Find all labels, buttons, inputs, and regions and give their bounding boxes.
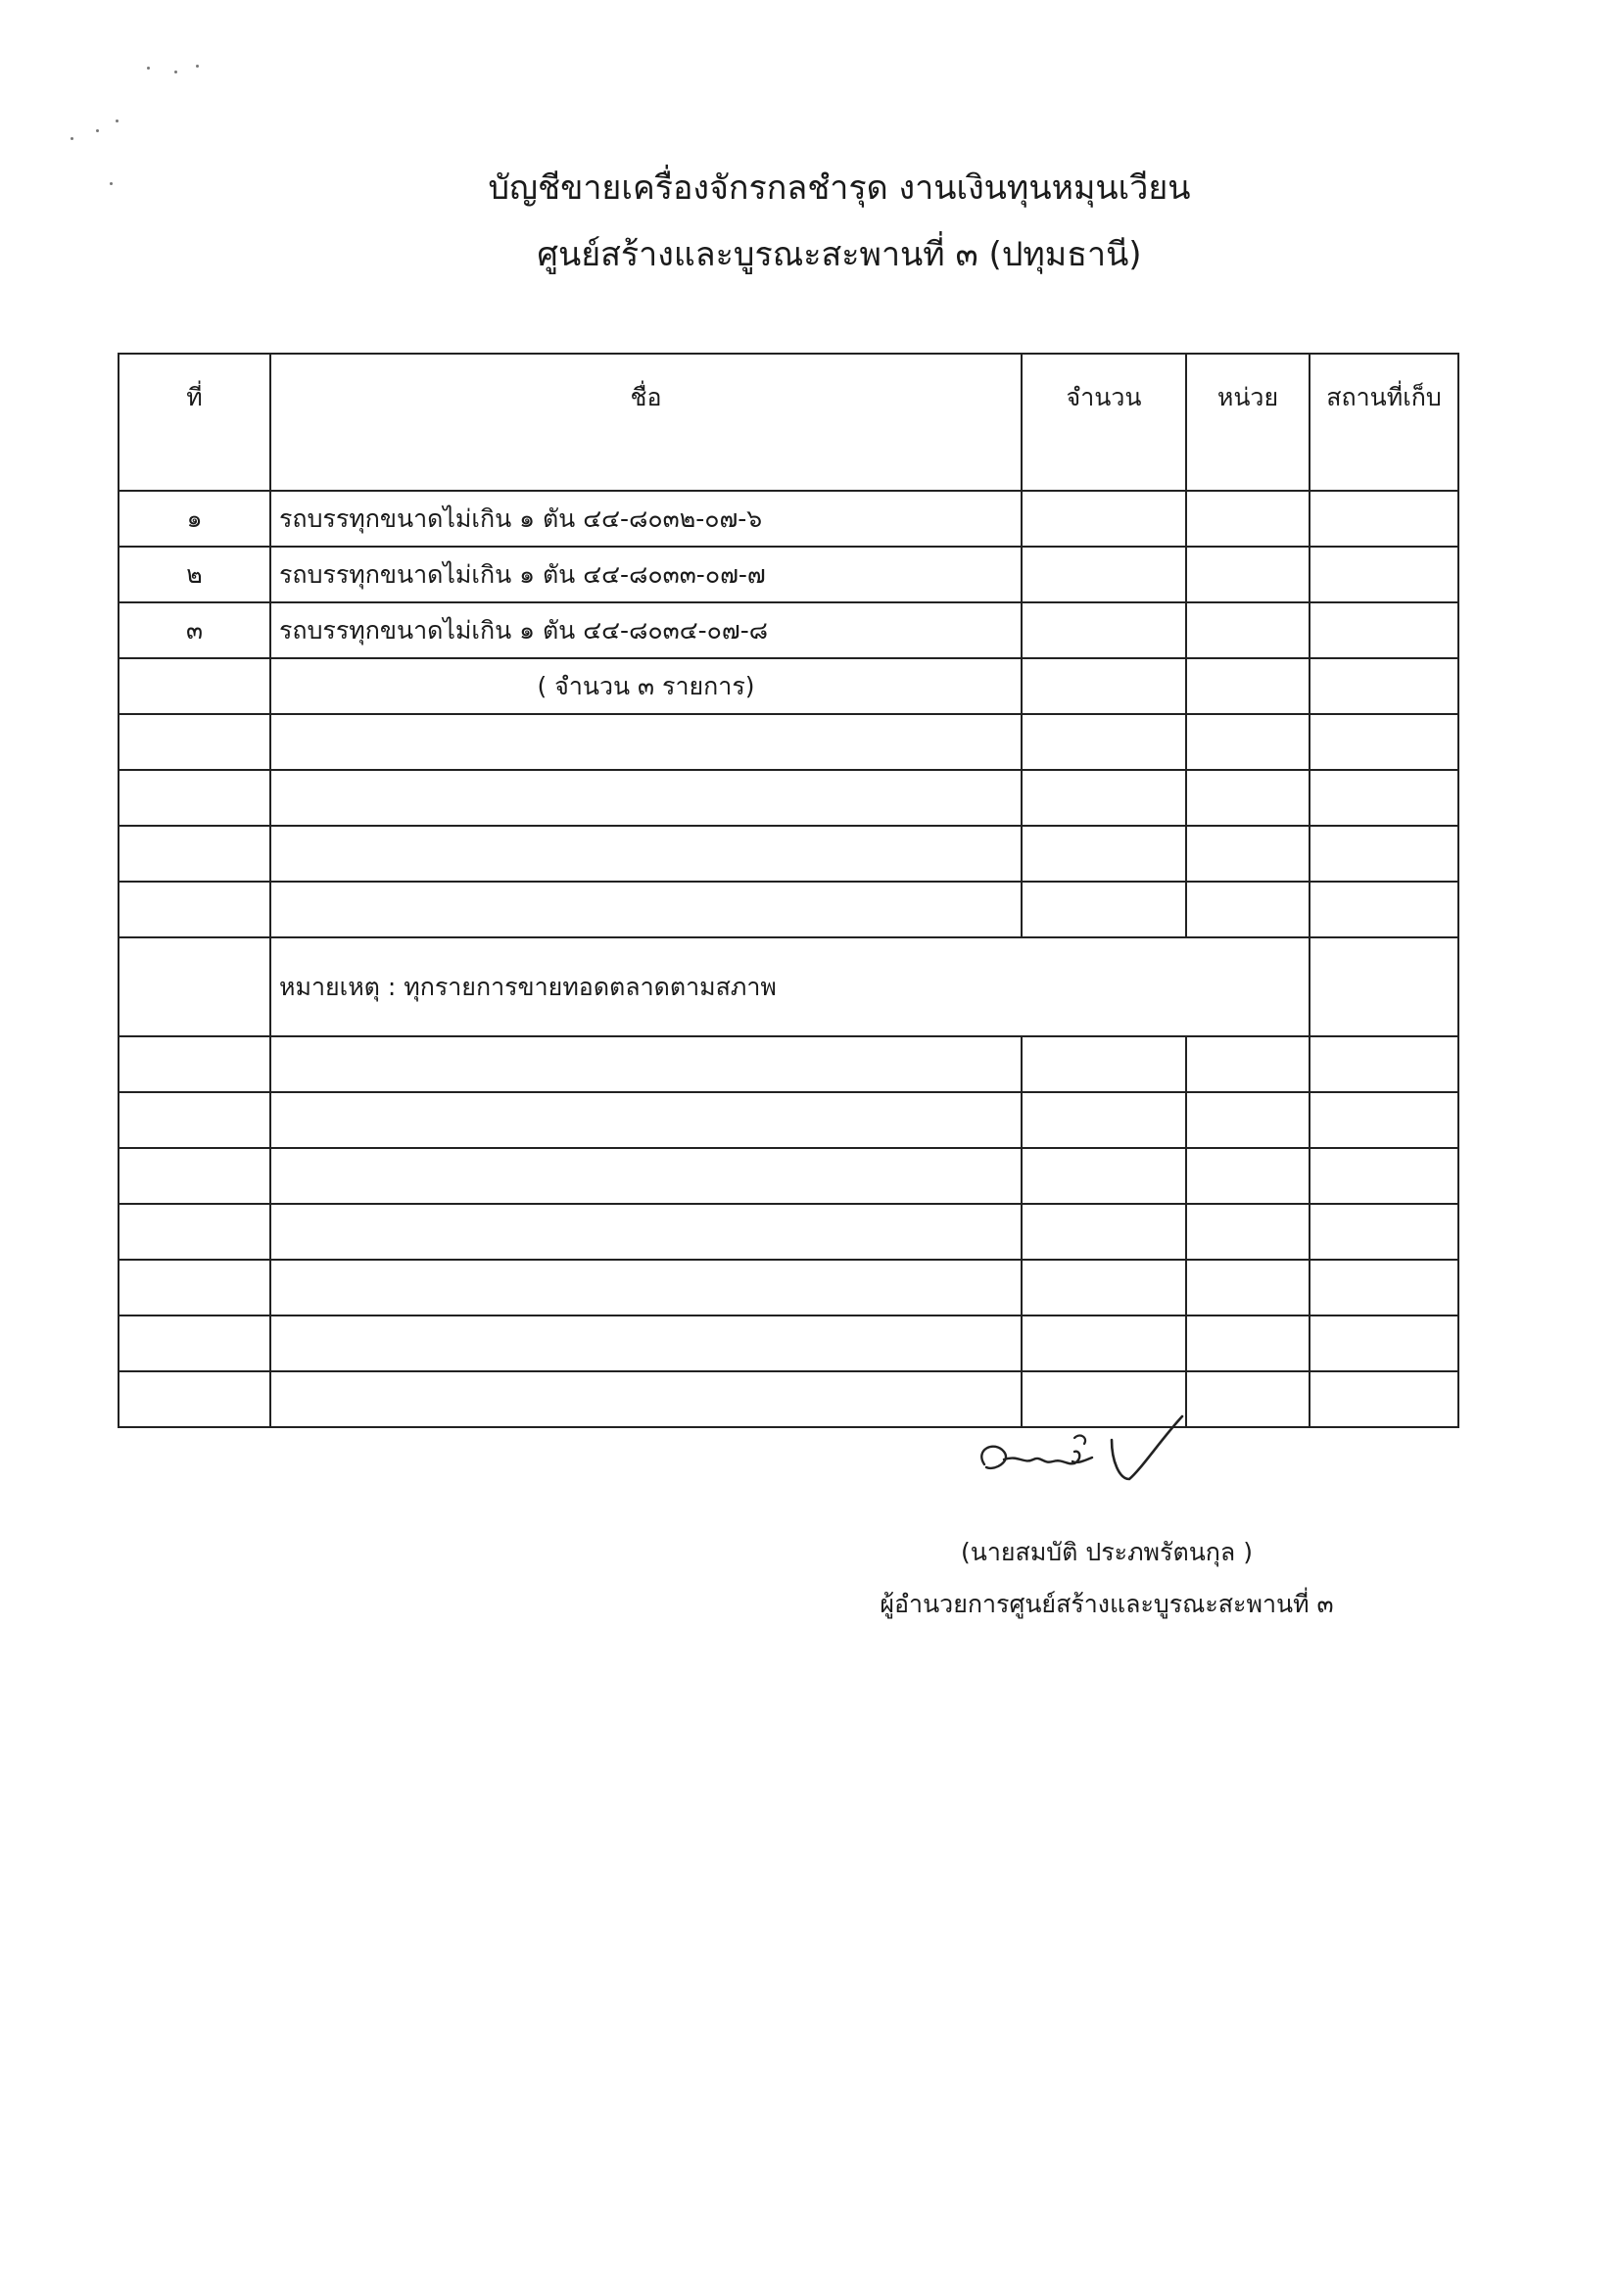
row-quantity bbox=[1022, 491, 1186, 547]
table-row bbox=[119, 1148, 1458, 1204]
row-location bbox=[1310, 547, 1458, 602]
table-row bbox=[119, 1204, 1458, 1260]
row-no bbox=[119, 937, 270, 1036]
table-row bbox=[119, 770, 1458, 826]
table-row bbox=[119, 1092, 1458, 1148]
column-header-no: ที่ bbox=[119, 354, 270, 491]
row-no bbox=[119, 658, 270, 714]
table-row bbox=[119, 491, 1458, 547]
table-row bbox=[119, 1315, 1458, 1371]
column-header-location: สถานที่เก็บ bbox=[1310, 354, 1458, 491]
row-unit bbox=[1186, 491, 1310, 547]
row-no: ๑ bbox=[119, 491, 270, 547]
row-name: รถบรรทุกขนาดไม่เกิน ๑ ตัน ๔๔-๘๐๓๒-๐๗-๖ bbox=[270, 491, 1022, 547]
table-row bbox=[119, 602, 1458, 658]
column-header-quantity: จำนวน bbox=[1022, 354, 1186, 491]
total-count: ( จำนวน ๓ รายการ) bbox=[270, 658, 1022, 714]
column-header-unit: หน่วย bbox=[1186, 354, 1310, 491]
handwritten-signature bbox=[965, 1411, 1200, 1499]
scan-speck bbox=[147, 67, 150, 70]
row-quantity bbox=[1022, 602, 1186, 658]
row-quantity bbox=[1022, 658, 1186, 714]
table-row bbox=[119, 1260, 1458, 1315]
items-table bbox=[118, 353, 1459, 1428]
signer-position: ผู้อำนวยการศูนย์สร้างและบูรณะสะพานที่ ๓ bbox=[880, 1590, 1334, 1618]
document-subtitle: ศูนย์สร้างและบูรณะสะพานที่ ๓ (ปทุมธานี) bbox=[537, 235, 1142, 274]
row-no: ๒ bbox=[119, 547, 270, 602]
row-location bbox=[1310, 937, 1458, 1036]
row-unit bbox=[1186, 602, 1310, 658]
row-unit bbox=[1186, 658, 1310, 714]
row-location bbox=[1310, 658, 1458, 714]
scan-speck bbox=[116, 120, 119, 122]
note-text: หมายเหตุ : ทุกรายการขายทอดตลาดตามสภาพ bbox=[270, 937, 1310, 1036]
table-row bbox=[119, 547, 1458, 602]
scan-speck bbox=[96, 129, 99, 132]
table-total-row bbox=[119, 658, 1458, 714]
table-row bbox=[119, 826, 1458, 882]
row-quantity bbox=[1022, 547, 1186, 602]
row-name: รถบรรทุกขนาดไม่เกิน ๑ ตัน ๔๔-๘๐๓๓-๐๗-๗ bbox=[270, 547, 1022, 602]
column-header-name: ชื่อ bbox=[270, 354, 1022, 491]
scan-speck bbox=[174, 71, 177, 73]
scan-speck bbox=[71, 137, 73, 140]
row-location bbox=[1310, 491, 1458, 547]
row-unit bbox=[1186, 547, 1310, 602]
row-name: รถบรรทุกขนาดไม่เกิน ๑ ตัน ๔๔-๘๐๓๔-๐๗-๘ bbox=[270, 602, 1022, 658]
table-header-row bbox=[119, 354, 1458, 491]
table-row bbox=[119, 1371, 1458, 1427]
scan-speck bbox=[196, 65, 199, 68]
document-title: บัญชีขายเครื่องจักรกลชำรุด งานเงินทุนหมุนเวียน bbox=[488, 168, 1191, 208]
signer-name: (นายสมบัติ ประภพรัตนกุล ) bbox=[961, 1538, 1253, 1566]
row-no: ๓ bbox=[119, 602, 270, 658]
table-row bbox=[119, 1036, 1458, 1092]
table-note-row bbox=[119, 937, 1458, 1036]
row-location bbox=[1310, 602, 1458, 658]
table-row bbox=[119, 714, 1458, 770]
table-row bbox=[119, 882, 1458, 937]
